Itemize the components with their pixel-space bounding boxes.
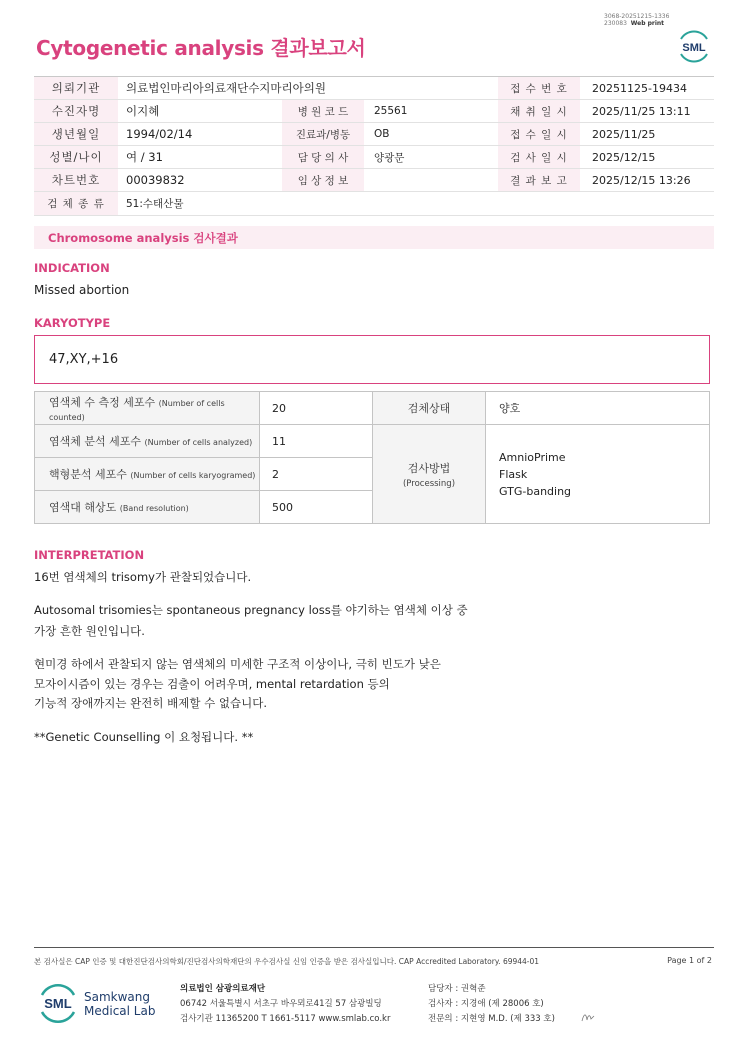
page-number: Page 1 of 2 [667, 956, 712, 965]
info-row-sex-age [34, 146, 714, 169]
info-value-chart-number: 00039832 [126, 173, 185, 187]
staff-info [428, 982, 555, 1027]
band-resolution-value: 500 [260, 491, 373, 524]
method-label: 검사방법 (Processing) [373, 425, 486, 524]
info-label: 진료과/병동 [282, 123, 364, 145]
info-row-patient [34, 100, 714, 123]
cells-counted-label: 염색체 수 측정 세포수 (Number of cells counted) [35, 392, 260, 425]
info-value-test-date: 2025/12/15 [592, 150, 656, 164]
info-value-receipt-time: 2025/11/25 [592, 127, 656, 141]
info-label: 차트번호 [34, 169, 118, 191]
info-value-specimen: 51:수태산물 [126, 198, 184, 210]
interpretation-p3-line3: 기능적 장애까지는 완전히 배제할 수 없습니다. [34, 696, 268, 710]
info-value-collection-time: 2025/11/25 13:11 [592, 104, 691, 118]
band-resolution-label: 염색대 해상도 (Band resolution) [35, 491, 260, 524]
specimen-state-label: 검체상태 [373, 392, 486, 425]
interpretation-p2-line1: Autosomal trisomies는 spontaneous pregnancy loss를 야기하는 염색체 이상 중 [34, 603, 468, 617]
organization-info [180, 982, 390, 1027]
info-value-birthdate: 1994/02/14 [126, 127, 193, 141]
interpretation-p2-line2: 가장 흔한 원인입니다. [34, 624, 145, 638]
info-label: 수진자명 [34, 100, 118, 122]
indication-text: Missed abortion [34, 283, 130, 297]
org-name: 의료법인 삼광의료재단 [180, 984, 266, 994]
print-code: 3068-20251215-1336 230083 Web print [604, 13, 670, 27]
info-row-specimen [34, 192, 714, 216]
info-value-hospital-code: 25561 [374, 105, 408, 117]
interpretation-p3-line2: 모자이시즘이 있는 경우는 검출이 어려우며, mental retardation 등의 [34, 677, 390, 691]
signature-icon [580, 1011, 596, 1023]
karyotype-value: 47,XY,+16 [34, 335, 710, 384]
staff-manager: 담당자 : 권혁준 [428, 984, 486, 994]
staff-tester: 검사자 : 지경애 (제 28006 호) [428, 999, 544, 1009]
info-label: 채 취 일 시 [498, 100, 580, 122]
footer-divider [34, 947, 714, 948]
info-label: 접 수 번 호 [498, 77, 580, 99]
section-title: Chromosome analysis 검사결과 [34, 226, 714, 249]
specimen-state-value: 양호 [486, 392, 710, 425]
sml-logo-text: SML [44, 996, 72, 1011]
info-value-patient-name: 이지혜 [126, 104, 160, 118]
cells-karyogramed-label: 핵형분석 세포수 (Number of cells karyogramed) [35, 458, 260, 491]
cells-analyzed-label: 염색체 분석 세포수 (Number of cells analyzed) [35, 425, 260, 458]
genetic-counselling-note: **Genetic Counselling 이 요청됩니다. ** [34, 730, 254, 744]
info-value-doctor: 양광문 [374, 151, 405, 164]
info-label: 결 과 보 고 [498, 169, 580, 191]
method-value [486, 425, 710, 524]
info-value-report-time: 2025/12/15 13:26 [592, 173, 691, 187]
info-value-sex-age: 여 / 31 [126, 150, 163, 164]
info-value-institution: 의료법인마리아의료재단수지마리아의원 [126, 81, 326, 95]
info-row-chart [34, 169, 714, 192]
sml-logo-text: SML [682, 42, 706, 54]
info-row-birth [34, 123, 714, 146]
patient-info-table [34, 76, 714, 216]
info-label: 의뢰기관 [34, 77, 118, 99]
org-contact: 검사기관 11365200 T 1661-5117 www.smlab.co.kr [180, 1014, 391, 1024]
info-label: 생년월일 [34, 123, 118, 145]
info-label: 접 수 일 시 [498, 123, 580, 145]
staff-specialist: 전문의 : 지현영 M.D. (제 333 호) [428, 1014, 555, 1024]
info-label: 검 체 종 류 [34, 192, 118, 215]
accreditation-note: 본 검사실은 CAP 인증 및 대한진단검사의학회/진단검사의학재단의 우수검사실 신임 인증을 받은 검사실입니다. CAP Accredited Laboratory. 69944-01 [34, 957, 540, 966]
info-value-accession: 20251125-19434 [592, 81, 687, 95]
sml-logo-icon [675, 26, 713, 64]
cells-karyogramed-value: 2 [260, 458, 373, 491]
indication-heading: INDICATION [34, 261, 110, 275]
info-label: 검 사 일 시 [498, 146, 580, 168]
cells-counted-value: 20 [260, 392, 373, 425]
info-label: 임 상 정 보 [282, 169, 364, 191]
karyotype-heading: KARYOTYPE [34, 316, 111, 330]
info-value-clinical-info [364, 169, 498, 191]
interpretation-p3-line1: 현미경 하에서 관찰되지 않는 염색체의 미세한 구조적 이상이나, 극히 빈도가 낮은 [34, 657, 441, 671]
org-address: 06742 서울특별시 서초구 바우뫼로41길 57 삼광빌딩 [180, 999, 382, 1009]
info-value-department: OB [374, 128, 390, 140]
cells-analyzed-value: 11 [260, 425, 373, 458]
interpretation-heading: INTERPRETATION [34, 548, 145, 562]
sml-logo-icon [36, 980, 80, 1024]
table-row [35, 392, 710, 425]
interpretation-p1: 16번 염색체의 trisomy가 관찰되었습니다. [34, 570, 252, 584]
info-row-institution [34, 77, 714, 100]
cell-count-table [34, 391, 710, 524]
method-item: Flask [499, 467, 528, 481]
method-item: GTG-banding [499, 484, 572, 498]
info-label: 담 당 의 사 [282, 146, 364, 168]
table-row [35, 425, 710, 458]
info-label: 병 원 코 드 [282, 100, 364, 122]
info-label: 성별/나이 [34, 146, 118, 168]
method-item: AmnioPrime [499, 450, 566, 464]
brand-name: Samkwang Medical Lab [84, 990, 156, 1018]
print-label: Web print [630, 20, 665, 27]
report-title: Cytogenetic analysis 결과보고서 [36, 36, 366, 60]
